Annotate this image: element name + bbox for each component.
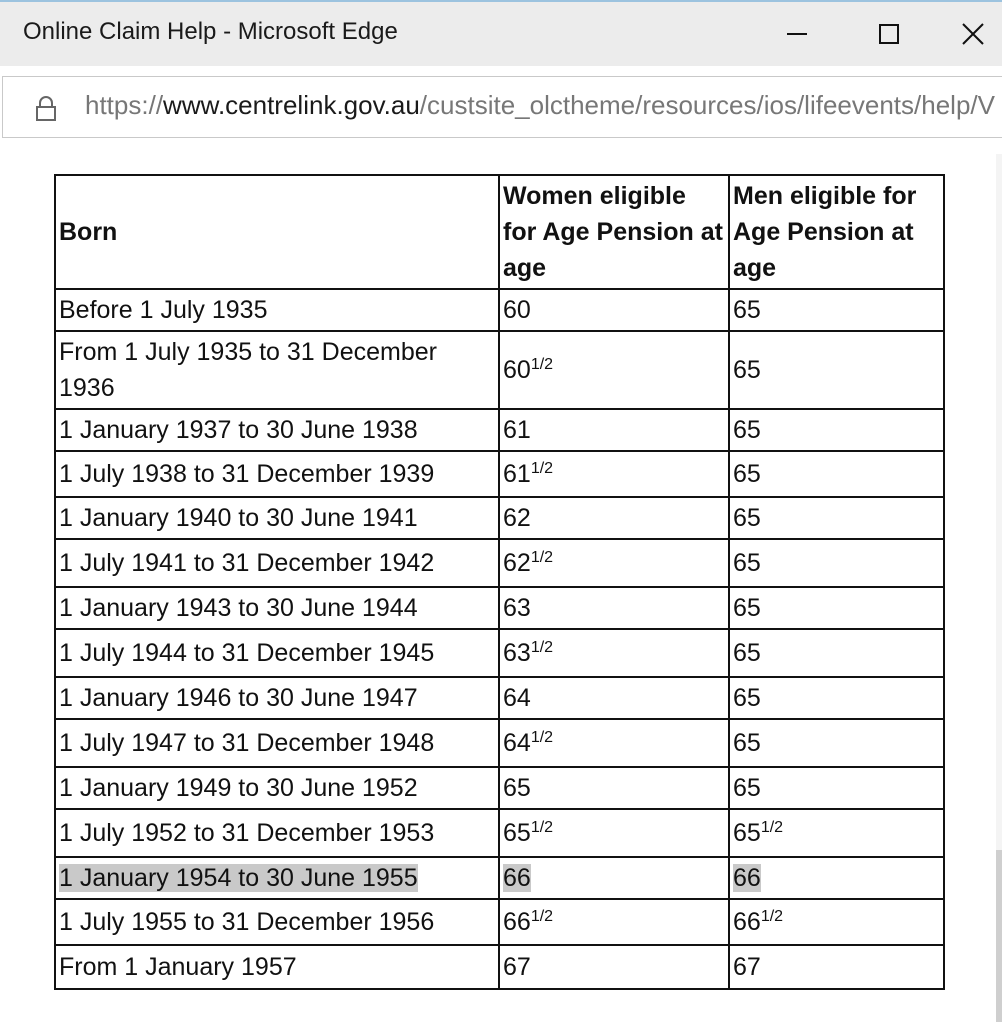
url-text [85, 90, 995, 121]
born-cell-text: 1 July 1938 to 31 December 1939 [59, 460, 435, 488]
born-cell [55, 331, 499, 409]
table-header-row [55, 175, 944, 289]
table-row [55, 539, 944, 587]
scrollbar-thumb[interactable] [996, 850, 1002, 1022]
table-row [55, 629, 944, 677]
men-age-cell-text: 65 [733, 684, 761, 712]
half-fraction: 1/2 [530, 460, 554, 477]
table-row [55, 899, 944, 945]
header-born: Born [55, 175, 499, 289]
born-cell-text: 1 January 1943 to 30 June 1944 [59, 594, 418, 622]
women-age-cell-text: 64 [503, 729, 531, 757]
born-cell [55, 497, 499, 539]
women-age-cell [499, 539, 729, 587]
men-age-cell [729, 945, 944, 989]
men-age-cell-text: 67 [733, 953, 761, 981]
men-age-cell [729, 677, 944, 719]
women-age-cell-text: 64 [503, 684, 531, 712]
born-cell-text: 1 July 1944 to 31 December 1945 [59, 639, 435, 667]
men-age-cell-text: 65 [733, 594, 761, 622]
women-age-cell-text: 65 [503, 819, 531, 847]
women-age-cell [499, 409, 729, 451]
minimize-icon [785, 22, 809, 46]
men-age-cell-text: 65 [733, 356, 761, 384]
table-row [55, 809, 944, 857]
half-fraction: 1/2 [530, 549, 554, 566]
men-age-cell [729, 629, 944, 677]
women-age-cell-text: 65 [503, 774, 531, 802]
men-age-cell [729, 767, 944, 809]
header-women: Women eligible for Age Pension at age [499, 175, 729, 289]
close-button[interactable] [944, 2, 1002, 66]
table-row [55, 331, 944, 409]
maximize-button[interactable] [852, 2, 926, 66]
women-age-cell-text: 67 [503, 953, 531, 981]
maximize-icon [877, 22, 901, 46]
url-field[interactable] [2, 76, 1002, 138]
men-age-cell [729, 719, 944, 767]
table-row [55, 289, 944, 331]
minimize-button[interactable] [760, 2, 834, 66]
men-age-cell-text: 66 [733, 908, 761, 936]
men-age-cell-text: 65 [733, 819, 761, 847]
window-title: Online Claim Help - Microsoft Edge [23, 18, 398, 45]
women-age-cell [499, 677, 729, 719]
born-cell-text: 1 July 1952 to 31 December 1953 [59, 819, 435, 847]
table-row [55, 719, 944, 767]
women-age-cell [499, 331, 729, 409]
half-fraction: 1/2 [760, 819, 784, 836]
half-fraction: 1/2 [530, 908, 554, 925]
header-men: Men eligible for Age Pension at age [729, 175, 944, 289]
men-age-cell [729, 899, 944, 945]
half-fraction: 1/2 [530, 729, 554, 746]
women-age-cell [499, 289, 729, 331]
born-cell [55, 629, 499, 677]
men-age-cell-text: 65 [733, 774, 761, 802]
women-age-cell [499, 497, 729, 539]
women-age-cell-text: 66 [503, 908, 531, 936]
born-cell-text: 1 January 1946 to 30 June 1947 [59, 684, 418, 712]
women-age-cell [499, 629, 729, 677]
women-age-cell-text: 60 [503, 356, 531, 384]
url-host: www.centrelink.gov.au [163, 90, 420, 120]
women-age-cell-text: 61 [503, 460, 531, 488]
men-age-cell-text: 65 [733, 729, 761, 757]
born-cell [55, 587, 499, 629]
women-age-cell [499, 451, 729, 497]
born-cell-text: 1 January 1937 to 30 June 1938 [59, 416, 418, 444]
women-age-cell-text: 62 [503, 504, 531, 532]
men-age-cell-text: 65 [733, 416, 761, 444]
women-age-cell [499, 719, 729, 767]
born-cell-text: 1 July 1941 to 31 December 1942 [59, 549, 435, 577]
table-row [55, 409, 944, 451]
born-cell [55, 409, 499, 451]
women-age-cell [499, 767, 729, 809]
women-age-cell [499, 857, 729, 899]
table-row [55, 587, 944, 629]
men-age-cell [729, 289, 944, 331]
born-cell [55, 539, 499, 587]
born-cell [55, 719, 499, 767]
men-age-cell-text: 65 [733, 296, 761, 324]
born-cell-text: From 1 July 1935 to 31 December 1936 [59, 338, 437, 402]
men-age-cell [729, 539, 944, 587]
men-age-cell [729, 497, 944, 539]
men-age-cell [729, 409, 944, 451]
born-cell-text: 1 January 1954 to 30 June 1955 [59, 864, 418, 892]
table-row [55, 677, 944, 719]
born-cell [55, 857, 499, 899]
women-age-cell-text: 60 [503, 296, 531, 324]
url-path: /custsite_olctheme/resources/ios/lifeevents/help/V [419, 90, 995, 120]
women-age-cell [499, 809, 729, 857]
born-cell-text: 1 July 1955 to 31 December 1956 [59, 908, 435, 936]
men-age-cell [729, 809, 944, 857]
window-titlebar [0, 0, 1002, 66]
half-fraction: 1/2 [530, 819, 554, 836]
table-row [55, 451, 944, 497]
men-age-cell-text: 65 [733, 549, 761, 577]
men-age-cell-text: 66 [733, 864, 761, 892]
men-age-cell [729, 587, 944, 629]
age-pension-table [54, 174, 945, 990]
born-cell-text: 1 July 1947 to 31 December 1948 [59, 729, 435, 757]
women-age-cell-text: 62 [503, 549, 531, 577]
born-cell [55, 945, 499, 989]
born-cell [55, 809, 499, 857]
address-bar [0, 66, 1002, 154]
half-fraction: 1/2 [530, 639, 554, 656]
lock-icon [35, 96, 57, 122]
men-age-cell-text: 65 [733, 639, 761, 667]
men-age-cell-text: 65 [733, 504, 761, 532]
born-cell-text: 1 January 1940 to 30 June 1941 [59, 504, 418, 532]
women-age-cell-text: 66 [503, 864, 531, 892]
women-age-cell [499, 899, 729, 945]
men-age-cell [729, 451, 944, 497]
women-age-cell-text: 61 [503, 416, 531, 444]
table-row [55, 857, 944, 899]
born-cell [55, 289, 499, 331]
women-age-cell [499, 587, 729, 629]
born-cell-text: Before 1 July 1935 [59, 296, 268, 324]
born-cell [55, 899, 499, 945]
born-cell-text: 1 January 1949 to 30 June 1952 [59, 774, 418, 802]
half-fraction: 1/2 [760, 908, 784, 925]
women-age-cell [499, 945, 729, 989]
men-age-cell-text: 65 [733, 460, 761, 488]
born-cell [55, 767, 499, 809]
table-row [55, 497, 944, 539]
table-row [55, 945, 944, 989]
half-fraction: 1/2 [530, 356, 554, 373]
born-cell [55, 677, 499, 719]
women-age-cell-text: 63 [503, 639, 531, 667]
close-icon [961, 22, 985, 46]
born-cell [55, 451, 499, 497]
table-body [55, 289, 944, 989]
table-row [55, 767, 944, 809]
women-age-cell-text: 63 [503, 594, 531, 622]
url-scheme: https:// [85, 90, 164, 120]
men-age-cell [729, 331, 944, 409]
men-age-cell [729, 857, 944, 899]
born-cell-text: From 1 January 1957 [59, 953, 297, 981]
